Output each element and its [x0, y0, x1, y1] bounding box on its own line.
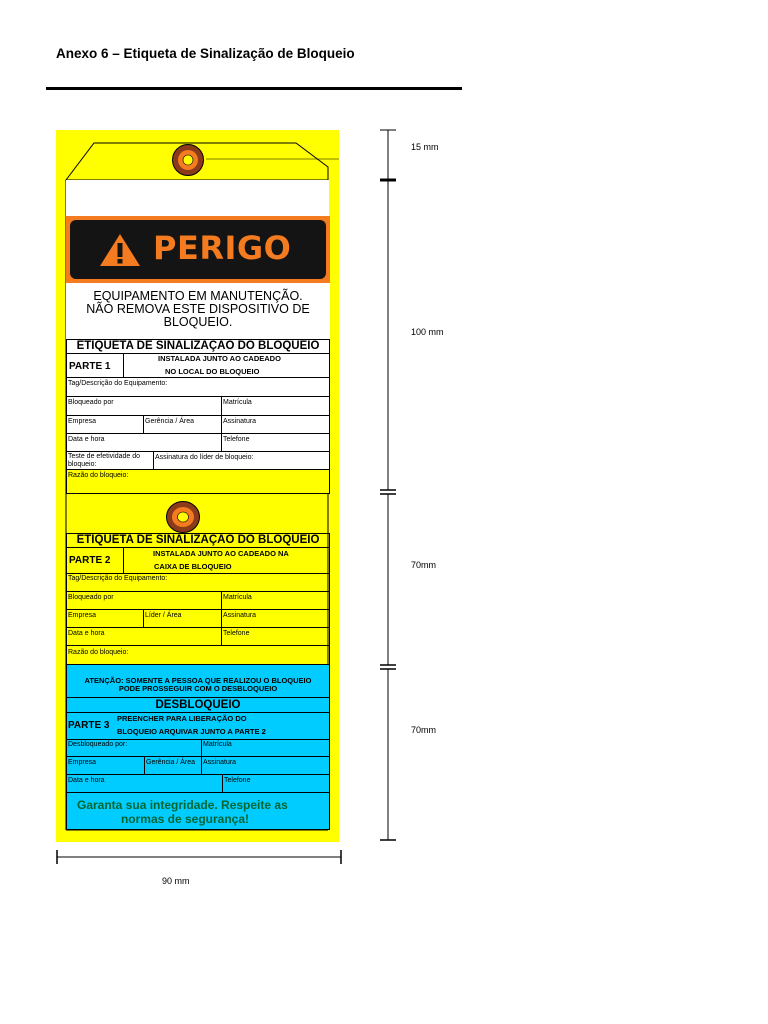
warning-line-3: BLOQUEIO. — [163, 315, 233, 329]
part3-gerencia-field[interactable] — [144, 756, 202, 775]
part2-desc-1: INSTALADA JUNTO AO CADEADO NA — [153, 549, 289, 558]
title-rule — [46, 87, 462, 90]
part1-desc-2: NO LOCAL DO BLOQUEIO — [165, 367, 260, 376]
part1-telefone-field[interactable] — [221, 433, 330, 452]
part3-empresa-field[interactable] — [66, 756, 145, 775]
tear-line — [66, 493, 330, 494]
dim-15mm: 15 mm — [411, 142, 439, 152]
dim-70mm-a: 70mm — [411, 560, 437, 570]
part1-assinatura-field[interactable] — [221, 415, 330, 434]
part2-matricula-field[interactable] — [221, 591, 330, 610]
desbloqueio-header: DESBLOQUEIO — [66, 697, 330, 713]
part1-data-field[interactable] — [66, 433, 222, 452]
atencao-line-1: ATENÇÃO: SOMENTE A PESSOA QUE REALIZOU O BLOQUEIO — [84, 676, 312, 685]
part1-tag-field[interactable] — [66, 377, 330, 397]
part2-label: PARTE 2 — [69, 555, 111, 566]
part3-assinatura-field[interactable] — [201, 756, 330, 775]
part2-data-label: Data e hora — [68, 630, 105, 637]
part1-razao-field[interactable] — [66, 469, 330, 494]
part1-teste-field[interactable] — [66, 451, 154, 470]
warning-line-2: NÃO REMOVA ESTE DISPOSITIVO DE — [86, 302, 310, 316]
part1-gerencia-field[interactable] — [143, 415, 222, 434]
top-hole-icon — [171, 143, 205, 177]
perigo-title: PERIGO — [153, 229, 292, 267]
atencao-cell — [66, 664, 330, 698]
part3-desc-1: PREENCHER PARA LIBERAÇÃO DO — [117, 714, 247, 723]
part3-desbloqueado-field[interactable] — [66, 739, 202, 757]
part3-matricula-field[interactable] — [201, 739, 330, 757]
vertical-dimension-lines — [370, 120, 470, 850]
part1-bloqueado-label: Bloqueado por — [68, 399, 114, 406]
part1-header: ETIQUETA DE SINALIZAÇÃO DO BLOQUEIO — [66, 339, 330, 354]
part2-label-cell — [66, 547, 124, 574]
slogan-cell — [66, 792, 330, 830]
warning-message — [66, 290, 330, 329]
part2-telefone-field[interactable] — [221, 627, 330, 646]
atencao-line-2: PODE PROSSEGUIR COM O DESBLOQUEIO — [118, 684, 278, 693]
part2-tag-field[interactable] — [66, 573, 330, 592]
part1-telefone-label: Telefone — [223, 436, 250, 443]
part1-empresa-label: Empresa — [68, 418, 97, 425]
part2-razao-label: Razão do bloqueio: — [68, 649, 129, 656]
part2-matricula-label: Matrícula — [223, 594, 252, 601]
part1-tag-label: Tag/Descrição do Equipamento: — [68, 380, 168, 387]
part1-lider-label: Assinatura do líder de bloqueio: — [155, 454, 254, 461]
part3-telefone-label: Telefone — [224, 777, 251, 784]
part2-desc-cell — [123, 547, 330, 574]
horizontal-dimension-line — [50, 845, 350, 870]
slogan-line-2: normas de segurança! — [120, 812, 250, 826]
part2-empresa-field[interactable] — [66, 609, 144, 628]
part2-telefone-label: Telefone — [223, 630, 250, 637]
part2-lider-label: Líder / Área — [145, 612, 182, 619]
part2-razao-field[interactable] — [66, 645, 330, 665]
part3-assinatura-label: Assinatura — [203, 759, 237, 766]
part2-bloqueado-field[interactable] — [66, 591, 222, 610]
part3-empresa-label: Empresa — [68, 759, 97, 766]
part3-data-label: Data e hora — [68, 777, 105, 784]
slogan-line-1: Garanta sua integridade. Respeite as — [77, 798, 288, 812]
warning-triangle-icon — [98, 232, 142, 273]
part2-bloqueado-label: Bloqueado por — [68, 594, 114, 601]
part2-header: ETIQUETA DE SINALIZAÇÃO DO BLOQUEIO — [66, 533, 330, 548]
part1-matricula-label: Matrícula — [223, 399, 252, 406]
part3-label-cell — [66, 712, 330, 740]
part1-data-label: Data e hora — [68, 436, 105, 443]
part1-assinatura-label: Assinatura — [223, 418, 257, 425]
part1-razao-label: Razão do bloqueio: — [68, 472, 129, 479]
part1-lider-field[interactable] — [153, 451, 330, 470]
dim-70mm-b: 70mm — [411, 725, 437, 735]
part1-gerencia-label: Gerência / Área — [145, 418, 195, 425]
part3-matricula-label: Matrícula — [203, 741, 232, 748]
middle-hole-icon — [165, 500, 201, 534]
part2-lider-field[interactable] — [143, 609, 222, 628]
part3-desbloqueado-label: Desbloqueado por: — [68, 741, 128, 748]
part1-desc-cell — [123, 353, 330, 378]
part2-assinatura-field[interactable] — [221, 609, 330, 628]
part1-teste-label: Teste de efetividade do bloqueio: — [68, 453, 140, 468]
part1-desc-1: INSTALADA JUNTO AO CADEADO — [158, 354, 281, 363]
part2-desc-2: CAIXA DE BLOQUEIO — [154, 562, 232, 571]
part3-gerencia-label: Gerência / Área — [146, 759, 196, 766]
part2-empresa-label: Empresa — [68, 612, 97, 619]
document-title: Anexo 6 – Etiqueta de Sinalização de Bloqueio — [56, 46, 355, 61]
part1-label-cell — [66, 353, 124, 378]
part3-telefone-field[interactable] — [222, 774, 330, 793]
part1-empresa-field[interactable] — [66, 415, 144, 434]
part2-assinatura-label: Assinatura — [223, 612, 257, 619]
dim-90mm: 90 mm — [162, 876, 190, 886]
warning-line-1: EQUIPAMENTO EM MANUTENÇÃO. — [93, 289, 303, 303]
part2-tag-label: Tag/Descrição do Equipamento: — [68, 575, 168, 582]
part3-data-field[interactable] — [66, 774, 223, 793]
part3-desc-2: BLOQUEIO ARQUIVAR JUNTO A PARTE 2 — [117, 727, 266, 736]
dim-100mm: 100 mm — [411, 327, 444, 337]
part1-bloqueado-field[interactable] — [66, 396, 222, 416]
part2-data-field[interactable] — [66, 627, 222, 646]
part1-label: PARTE 1 — [69, 361, 111, 372]
part3-label: PARTE 3 — [68, 720, 110, 731]
part1-matricula-field[interactable] — [221, 396, 330, 416]
white-band — [66, 180, 329, 216]
